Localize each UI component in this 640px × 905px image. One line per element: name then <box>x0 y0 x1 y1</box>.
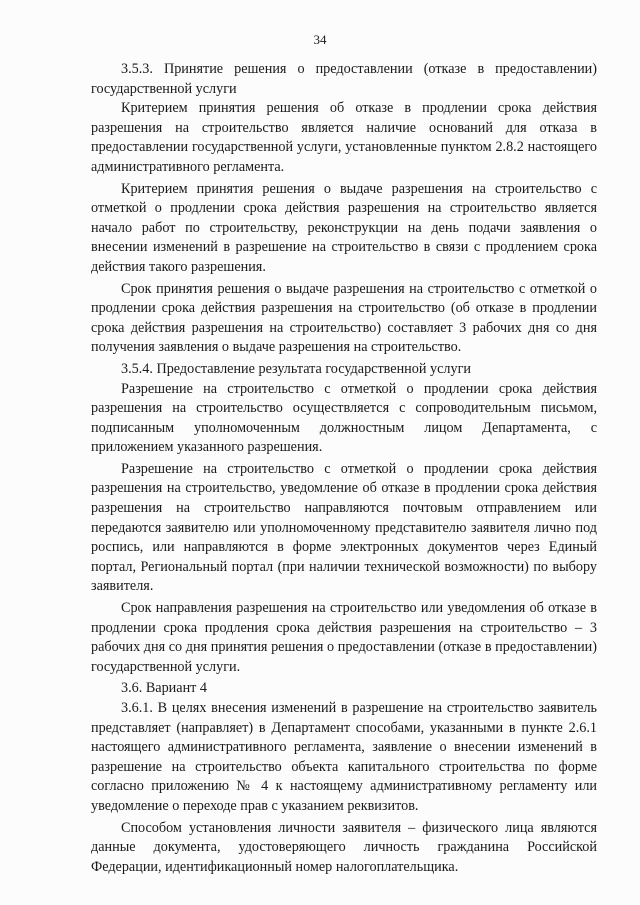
page-number: 34 <box>313 32 327 47</box>
paragraph-3-6-1: 3.6.1. В целях внесения изменений в разрешение на строительство заявитель представляет (направляет) в Департамент способами, указанными в пункте 2.6.1 настоящего административного регламента, заявление о внесении изменений в разрешение на строительство объекта капитального строительства по форме согласно приложению № 4 к настоящему административному регламенту или уведомление о переходе прав с указанием реквизитов. <box>91 700 597 814</box>
paragraph-cover-letter: Разрешение на строительство с отметкой о продлении срока действия разрешения на строительство осуществляется с сопроводительным письмом, подписанным уполномоченным должностным лицом Департамента, с приложением указанного разрешения. <box>91 380 597 456</box>
paragraph-delivery-term: Срок направления разрешения на строительство или уведомления об отказе в продлении срока продления срока действия разрешения на строительство – 3 рабочих дня со дня принятия решения о предоставлении (отказе в предоставлении) государственной услуги. <box>91 600 597 675</box>
section-heading-3-5-3: 3.5.3. Принятие решения о предоставлении (отказе в предоставлении) государственной услуги <box>91 61 597 97</box>
paragraph-identity-method: Способом установления личности заявителя – физического лица являются данные документа, удостоверяющего личность гражданина Российской Федерации, идентификационный номер налогоплательщика. <box>91 819 597 875</box>
document-body <box>91 60 597 879</box>
section-heading-3-5-4: 3.5.4. Предоставление результата государственной услуги <box>121 360 471 377</box>
paragraph-issue-criterion: Критерием принятия решения о выдаче разрешения на строительство с отметкой о продлении срока действия разрешения на строительство является начало работ по строительству, реконструкции на день подачи заявления о внесении изменений в разрешение на строительство в связи с продлением срока действия такого разрешения. <box>91 180 597 275</box>
section-heading-3-6: 3.6. Вариант 4 <box>121 680 208 697</box>
paragraph-refusal-criterion: Критерием принятия решения об отказе в продлении срока действия разрешения на строительство является наличие оснований для отказа в предоставлении государственной услуги, установленные пунктом 2.8.2 настоящего административного регламента. <box>91 100 597 175</box>
paragraph-decision-term: Срок принятия решения о выдаче разрешения на строительство с отметкой о продлении срока действия разрешения на строительство (об отказе в продлении срока действия разрешения на строительство) составляет 3 рабочих дня со дня получения заявления о выдаче разрешения на строительство. <box>91 280 597 356</box>
paragraph-delivery-methods: Разрешение на строительство с отметкой о продлении срока действия разрешения на строительство, уведомление об отказе в продлении срока действия разрешения на строительство направляются почтовым отправлением или передаются заявителю или уполномоченному представителю заявителя лично под роспись, или направляются в форме электронных документов через Единый портал, Региональный портал (при наличии технической возможности) по выбору заявителя. <box>91 460 597 595</box>
